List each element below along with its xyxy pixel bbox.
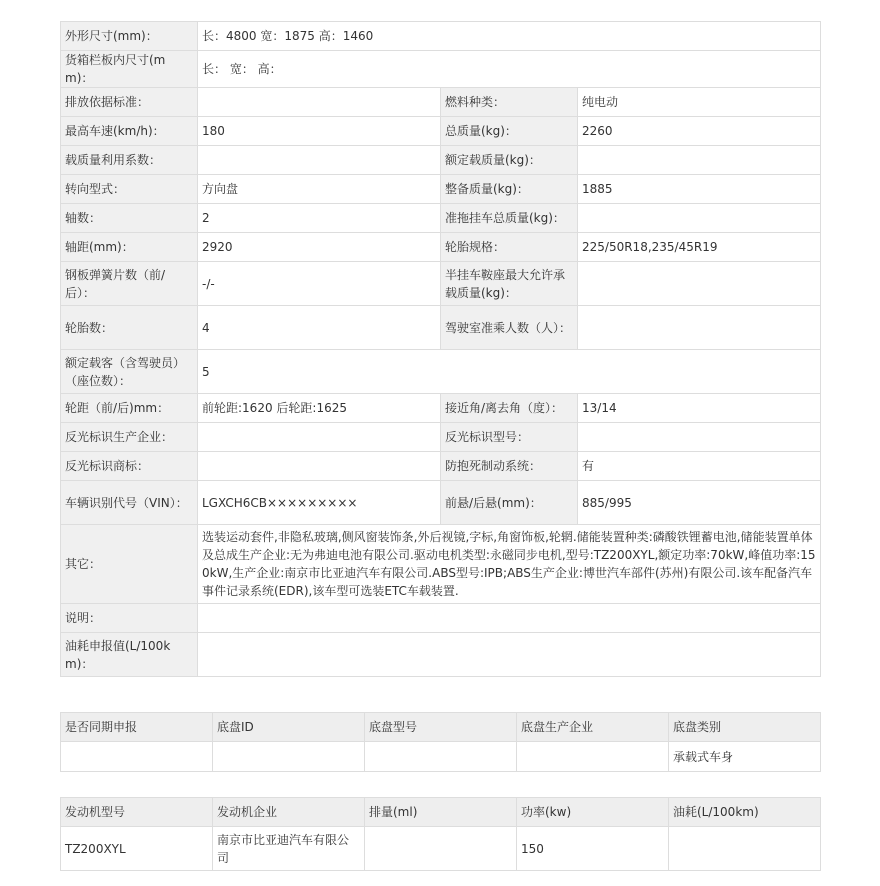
spec-label: 驾驶室准乘人数（人）：	[441, 306, 578, 350]
table-row	[61, 827, 821, 871]
spec-value	[578, 146, 821, 175]
spec-value: 180	[198, 117, 441, 146]
spec-value: 长：4800 宽：1875 高：1460	[198, 22, 821, 51]
vehicle-spec-table	[60, 21, 821, 677]
spec-row	[61, 262, 821, 306]
spec-value: 前轮距:1620 后轮距:1625	[198, 394, 441, 423]
spec-label: 载质量利用系数：	[61, 146, 198, 175]
column-header: 底盘类别	[669, 713, 821, 742]
spec-label: 总质量(kg)：	[441, 117, 578, 146]
spec-row	[61, 88, 821, 117]
spec-label: 准拖挂车总质量(kg)：	[441, 204, 578, 233]
spec-label: 半挂车鞍座最大允许承载质量(kg)：	[441, 262, 578, 306]
spec-value	[198, 604, 821, 633]
table-cell	[213, 742, 365, 772]
spec-value	[578, 423, 821, 452]
chassis-table	[60, 712, 821, 772]
spec-row	[61, 633, 821, 677]
spec-value	[578, 306, 821, 350]
spec-value	[198, 423, 441, 452]
spec-label: 外形尺寸(mm)：	[61, 22, 198, 51]
spec-row	[61, 175, 821, 204]
table-cell	[365, 827, 517, 871]
spec-label: 轮距（前/后)mm：	[61, 394, 198, 423]
spec-label: 排放依据标准：	[61, 88, 198, 117]
spec-row	[61, 394, 821, 423]
spec-label: 反光标识型号：	[441, 423, 578, 452]
table-cell	[669, 827, 821, 871]
spec-value: 885/995	[578, 481, 821, 525]
spec-row	[61, 306, 821, 350]
column-header: 功率(kw)	[517, 798, 669, 827]
spec-label: 额定载质量(kg)：	[441, 146, 578, 175]
spec-value	[198, 146, 441, 175]
column-header: 油耗(L/100km)	[669, 798, 821, 827]
spec-value: 长： 宽： 高：	[198, 51, 821, 88]
spec-row	[61, 423, 821, 452]
spec-value: 2	[198, 204, 441, 233]
spec-row	[61, 481, 821, 525]
table-cell: 承载式车身	[669, 742, 821, 772]
spec-label: 反光标识生产企业：	[61, 423, 198, 452]
spec-label: 最高车速(km/h)：	[61, 117, 198, 146]
table-row	[61, 742, 821, 772]
table-cell	[365, 742, 517, 772]
spec-row	[61, 22, 821, 51]
spec-value: 2920	[198, 233, 441, 262]
spec-label: 防抱死制动系统：	[441, 452, 578, 481]
spec-label: 轮胎规格：	[441, 233, 578, 262]
spec-value: 5	[198, 350, 821, 394]
spec-row	[61, 51, 821, 88]
spec-value	[198, 633, 821, 677]
spec-row	[61, 233, 821, 262]
column-header: 是否同期申报	[61, 713, 213, 742]
spec-row	[61, 204, 821, 233]
spec-value: 4	[198, 306, 441, 350]
spec-value: 方向盘	[198, 175, 441, 204]
spec-label: 货箱栏板内尺寸(mm)：	[61, 51, 198, 88]
spec-label: 整备质量(kg)：	[441, 175, 578, 204]
column-header: 底盘ID	[213, 713, 365, 742]
spec-value: 纯电动	[578, 88, 821, 117]
spec-value: 225/50R18,235/45R19	[578, 233, 821, 262]
spec-row	[61, 525, 821, 604]
engine-table	[60, 797, 821, 871]
column-header: 底盘型号	[365, 713, 517, 742]
column-header: 发动机型号	[61, 798, 213, 827]
spec-label: 钢板弹簧片数（前/后）：	[61, 262, 198, 306]
spec-label: 轴距(mm)：	[61, 233, 198, 262]
table-cell: 150	[517, 827, 669, 871]
table-header-row	[61, 713, 821, 742]
column-header: 底盘生产企业	[517, 713, 669, 742]
spec-label: 说明：	[61, 604, 198, 633]
table-cell: TZ200XYL	[61, 827, 213, 871]
spec-row	[61, 350, 821, 394]
spec-value: 1885	[578, 175, 821, 204]
table-header-row	[61, 798, 821, 827]
spec-label: 前悬/后悬(mm)：	[441, 481, 578, 525]
spec-value: 选装运动套件,非隐私玻璃,侧风窗装饰条,外后视镜,字标,角窗饰板,轮辋.储能装置种类:磷酸铁锂蓄电池,储能装置单体及总成生产企业:无为弗迪电池有限公司.驱动电机类型:永磁同步电机,型号:TZ200XYL,额定功率:70kW,峰值功率:150kW,生产企业:南京市比亚迪汽车有限公司.ABS型号:IPB;ABS生产企业:博世汽车部件(苏州)有限公司.该车配备汽车事件记录系统(EDR),该车型可选装ETC车载装置.	[198, 525, 821, 604]
spec-value	[578, 204, 821, 233]
spec-label: 额定载客（含驾驶员）（座位数）：	[61, 350, 198, 394]
spec-value: 13/14	[578, 394, 821, 423]
spec-label: 转向型式：	[61, 175, 198, 204]
spec-label: 油耗申报值(L/100km)：	[61, 633, 198, 677]
spec-row	[61, 604, 821, 633]
spec-value	[198, 88, 441, 117]
spec-label: 反光标识商标：	[61, 452, 198, 481]
spec-value: LGXCH6CB×××××××××	[198, 481, 441, 525]
spec-label: 轴数：	[61, 204, 198, 233]
table-cell	[517, 742, 669, 772]
spec-label: 其它：	[61, 525, 198, 604]
spec-label: 轮胎数：	[61, 306, 198, 350]
spec-label: 燃料种类：	[441, 88, 578, 117]
spec-value	[198, 452, 441, 481]
table-cell	[61, 742, 213, 772]
spec-row	[61, 117, 821, 146]
spec-value	[578, 262, 821, 306]
column-header: 排量(ml)	[365, 798, 517, 827]
column-header: 发动机企业	[213, 798, 365, 827]
table-cell: 南京市比亚迪汽车有限公司	[213, 827, 365, 871]
spec-label: 车辆识别代号（VIN）：	[61, 481, 198, 525]
spec-label: 接近角/离去角（度）：	[441, 394, 578, 423]
spec-value: 有	[578, 452, 821, 481]
spec-row	[61, 452, 821, 481]
spec-value: 2260	[578, 117, 821, 146]
spec-row	[61, 146, 821, 175]
spec-value: -/-	[198, 262, 441, 306]
